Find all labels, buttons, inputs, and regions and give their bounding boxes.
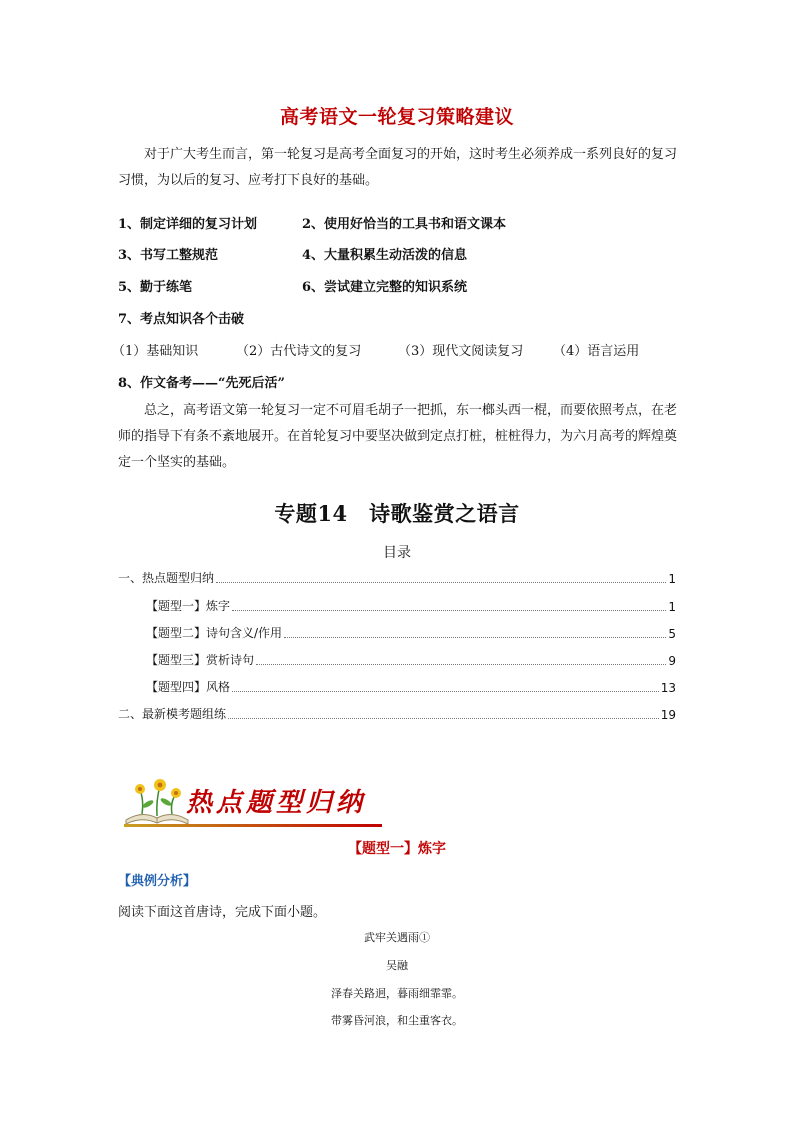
tip-1: 1、制定详细的复习计划 bbox=[118, 217, 258, 232]
example-label: 【典例分析】 bbox=[118, 874, 197, 889]
toc-item-mock-exams[interactable] bbox=[118, 706, 676, 722]
toc-item-type-2[interactable] bbox=[146, 625, 676, 641]
open-book-flower-icon bbox=[122, 776, 192, 826]
toc-page: 9 bbox=[668, 654, 676, 668]
intro-paragraph: 对于广大考生而言，第一轮复习是高考全面复习的开始，这时考生必须养成一系列良好的复习习惯，为以后的复习、应考打下良好的基础。 bbox=[118, 147, 678, 188]
poem-author: 吴融 bbox=[386, 959, 408, 972]
tip-2: 2、使用好恰当的工具书和语文课本 bbox=[302, 217, 507, 232]
instruction-text: 阅读下面这首唐诗，完成下面小题。 bbox=[118, 905, 327, 920]
tip-5: 5、勤于练笔 bbox=[118, 280, 193, 295]
toc-page: 1 bbox=[668, 600, 676, 614]
toc-label: 一、热点题型归纳 bbox=[118, 571, 215, 585]
tip-7-sub-1: （1）基础知识 bbox=[112, 344, 199, 359]
banner-underline bbox=[124, 824, 382, 827]
toc-page: 19 bbox=[660, 708, 676, 722]
toc-page: 1 bbox=[668, 572, 676, 586]
tip-7-sub-2: （2）古代诗文的复习 bbox=[236, 344, 362, 359]
section-heading: 【题型一】炼字 bbox=[348, 841, 446, 857]
toc-page: 5 bbox=[668, 627, 676, 641]
toc-label: 【题型一】炼字 bbox=[146, 599, 231, 613]
tip-4: 4、大量积累生动活泼的信息 bbox=[302, 248, 468, 263]
tip-7-sub-4: （4）语言运用 bbox=[553, 344, 640, 359]
summary-paragraph: 总之，高考语文第一轮复习一定不可眉毛胡子一把抓，东一榔头西一棍，而要依照考点，在老师的指导下有条不紊地展开。在首轮复习中要坚决做到定点打桩，桩桩得力，为六月高考的辉煌奠定一个坚实的基础。 bbox=[118, 403, 678, 470]
toc-item-type-3[interactable] bbox=[146, 652, 676, 668]
poem-line-2: 带雾昏河浪，和尘重客衣。 bbox=[331, 1014, 463, 1027]
topic-title: 专题14 诗歌鉴赏之语言 bbox=[274, 501, 520, 526]
toc-label: 【题型三】赏析诗句 bbox=[146, 653, 255, 667]
tip-8: 8、作文备考——“先死后活” bbox=[118, 376, 286, 391]
toc-item-hot-types[interactable] bbox=[118, 570, 676, 586]
toc-page: 13 bbox=[660, 681, 676, 695]
toc-label: 二、最新模考题组练 bbox=[118, 707, 227, 721]
page-title: 高考语文一轮复习策略建议 bbox=[279, 106, 514, 128]
tip-7-sub-3: （3）现代文阅读复习 bbox=[398, 344, 524, 359]
tip-6: 6、尝试建立完整的知识系统 bbox=[302, 280, 468, 295]
tip-3: 3、书写工整规范 bbox=[118, 248, 219, 263]
poem-line-1: 泽春关路迥，暮雨细霏霏。 bbox=[331, 987, 463, 1000]
toc-item-type-1[interactable] bbox=[146, 598, 676, 614]
poem-title: 武牢关遇雨① bbox=[364, 931, 430, 944]
tip-7: 7、考点知识各个击破 bbox=[118, 312, 245, 327]
toc-item-type-4[interactable] bbox=[146, 679, 676, 695]
toc-title: 目录 bbox=[383, 545, 411, 561]
toc-label: 【题型二】诗句含义/作用 bbox=[146, 626, 283, 640]
banner-title: 热点题型归纳 bbox=[186, 788, 367, 818]
toc-label: 【题型四】风格 bbox=[146, 680, 231, 694]
